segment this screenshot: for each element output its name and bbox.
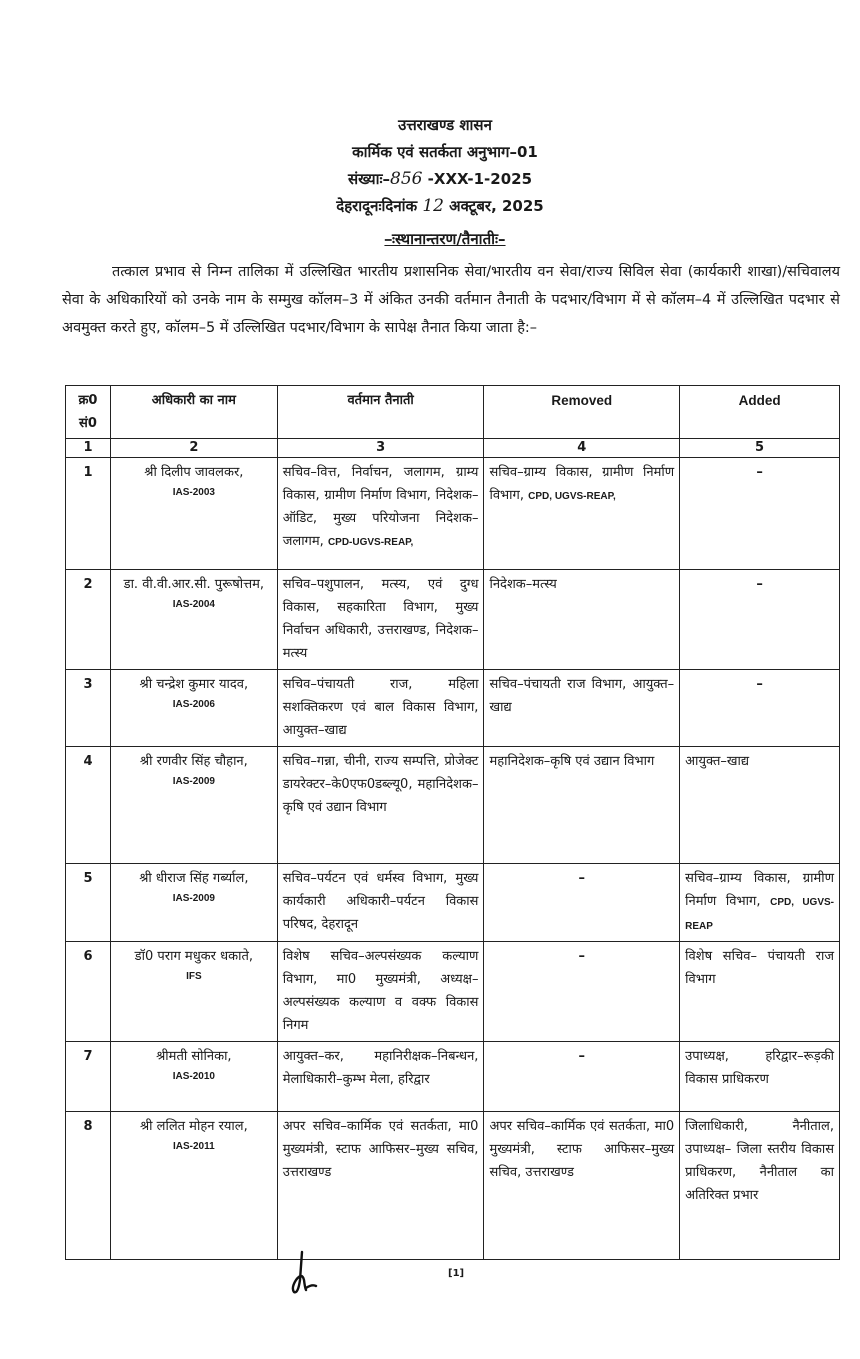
table-row	[66, 458, 840, 570]
column-number: 3	[277, 439, 484, 458]
current-posting	[277, 570, 484, 670]
order-date-handwritten: 12	[422, 196, 444, 216]
officer-name: डा. वी.वी.आर.सी. पुरूषोत्तम,	[123, 577, 265, 592]
header-removed: Removed	[484, 386, 680, 439]
removed-posting	[484, 1042, 680, 1112]
officer-service: IAS-2004	[172, 599, 215, 610]
added-posting-text: विशेष सचिव– पंचायती राज विभाग	[685, 949, 834, 987]
removed-posting-text: –	[578, 1049, 586, 1064]
officer-name-cell	[110, 747, 277, 864]
officer-name: श्रीमती सोनिका,	[156, 1049, 232, 1064]
officer-name-cell	[110, 570, 277, 670]
current-posting-extra: CPD-UGVS-REAP,	[327, 537, 414, 548]
header-serial: क्र0 सं0	[66, 386, 111, 439]
table-row	[66, 942, 840, 1042]
added-posting	[680, 942, 840, 1042]
order-number	[20, 166, 860, 193]
current-posting	[277, 864, 484, 942]
removed-posting-text: –	[578, 949, 586, 964]
removed-posting-text: निदेशक–मत्स्य	[489, 577, 557, 592]
officer-name-cell	[110, 1042, 277, 1112]
added-posting-text: जिलाधिकारी, नैनीताल, उपाध्यक्ष– जिला स्तरीय विकास प्राधिकरण, नैनीताल का अतिरिक्त प्रभार	[685, 1119, 834, 1203]
table-row	[66, 864, 840, 942]
current-posting-text: आयुक्त–कर, महानिरीक्षक–निबन्धन, मेलाधिकारी–कुम्भ मेला, हरिद्वार	[282, 1049, 479, 1087]
officer-service: IAS-2003	[172, 487, 215, 498]
removed-posting	[484, 747, 680, 864]
added-posting-text: –	[756, 465, 763, 480]
officer-name-cell	[110, 864, 277, 942]
table-header-row	[66, 386, 840, 439]
current-posting	[277, 1042, 484, 1112]
removed-posting	[484, 670, 680, 747]
added-posting	[680, 864, 840, 942]
removed-posting	[484, 942, 680, 1042]
order-subject: –ःस्थानान्तरण/तैनातीः–	[384, 230, 506, 248]
column-number: 4	[484, 439, 680, 458]
serial-number: 4	[66, 747, 111, 864]
removed-posting	[484, 570, 680, 670]
removed-posting-text: सचिव–पंचायती राज विभाग, आयुक्त–खाद्य	[489, 677, 675, 715]
officer-name-cell	[110, 670, 277, 747]
added-posting-text: सचिव–ग्राम्य विकास, ग्रामीण निर्माण विभाग,	[685, 871, 834, 909]
added-posting-text: उपाध्यक्ष, हरिद्वार–रूड़की विकास प्राधिकरण	[685, 1049, 834, 1087]
header-added: Added	[680, 386, 840, 439]
officer-service: IAS-2010	[172, 1071, 215, 1082]
current-posting-text: सचिव–गन्ना, चीनी, राज्य सम्पत्ति, प्रोजेक्ट डायरेक्टर–के0एफ0डब्ल्यू0, महानिदेशक–कृषि एवं उद्यान विभाग	[282, 754, 479, 815]
serial-number: 8	[66, 1112, 111, 1260]
added-posting	[680, 1112, 840, 1260]
current-posting	[277, 458, 484, 570]
added-posting	[680, 670, 840, 747]
table-row	[66, 1112, 840, 1260]
signature	[290, 1250, 330, 1300]
order-number-label: संख्याः–	[347, 170, 390, 188]
serial-number: 3	[66, 670, 111, 747]
officer-name: श्री धीराज सिंह गर्ब्याल,	[139, 871, 249, 886]
removed-posting-text: सचिव–ग्राम्य विकास, ग्रामीण निर्माण विभाग,	[489, 465, 675, 503]
current-posting-text: सचिव–वित्त, निर्वाचन, जलागम, ग्राम्य विकास, ग्रामीण निर्माण विभाग, निदेशक–ऑडिट, मुख्य परियोजना निदेशक–जलागम,	[282, 465, 479, 549]
officer-service: IAS-2009	[172, 893, 215, 904]
table-row	[66, 570, 840, 670]
current-posting-text: सचिव–पशुपालन, मत्स्य, एवं दुग्ध विकास, सहकारिता विभाग, मुख्य निर्वाचन अधिकारी, उत्तराखण्ड, निदेशक– मत्स्य	[282, 577, 479, 661]
officer-service: IAS-2006	[172, 699, 215, 710]
column-number: 2	[110, 439, 277, 458]
added-posting	[680, 1042, 840, 1112]
order-number-suffix: -XXX-1-2025	[422, 170, 533, 188]
column-number: 5	[680, 439, 840, 458]
order-date-suffix: अक्टूबर, 2025	[443, 197, 544, 215]
column-number: 1	[66, 439, 111, 458]
page-number: [1]	[448, 1268, 465, 1279]
serial-number: 2	[66, 570, 111, 670]
column-number-row	[66, 439, 840, 458]
removed-posting	[484, 458, 680, 570]
serial-number: 7	[66, 1042, 111, 1112]
document-header	[0, 112, 860, 253]
order-date-label: देहरादूनःदिनांक	[336, 197, 423, 215]
removed-posting-text: अपर सचिव–कार्मिक एवं सतर्कता, मा0 मुख्यमंत्री, स्टाफ आफिसर–मुख्य सचिव, उत्तराखण्ड	[489, 1119, 675, 1180]
table-row	[66, 670, 840, 747]
officer-name: श्री ललित मोहन रयाल,	[139, 1119, 248, 1134]
current-posting-text: विशेष सचिव–अल्पसंख्यक कल्याण विभाग, मा0 मुख्यमंत्री, अध्यक्ष– अल्पसंख्यक कल्याण व वक्फ विकास निगम	[282, 949, 479, 1033]
current-posting-text: सचिव–पंचायती राज, महिला सशक्तिकरण एवं बाल विकास विभाग, आयुक्त–खाद्य	[282, 677, 479, 738]
intro-paragraph: तत्काल प्रभाव से निम्न तालिका में उल्लिखित भारतीय प्रशासनिक सेवा/भारतीय वन सेवा/राज्य सिविल सेवा (कार्यकारी शाखा)/सचिवालय सेवा के अधिकारियों को उनके नाम के सम्मुख कॉलम–3 में अंकित उनकी वर्तमान तैनाती के पदभार/विभाग में से कॉलम–4 में उल्लिखित पदभार से अवमुक्त करते हुए, कॉलम–5 में उल्लिखित पदभार/विभाग के सापेक्ष तैनात किया जाता है:–	[62, 264, 840, 336]
current-posting	[277, 1112, 484, 1260]
serial-number: 6	[66, 942, 111, 1042]
department-name: कार्मिक एवं सतर्कता अनुभाग–01	[352, 143, 538, 161]
added-posting-text: –	[756, 677, 763, 692]
officer-name: श्री रणवीर सिंह चौहान,	[139, 754, 248, 769]
header-officer-name: अधिकारी का नाम	[110, 386, 277, 439]
current-posting-text: अपर सचिव–कार्मिक एवं सतर्कता, मा0 मुख्यमंत्री, स्टाफ आफिसर–मुख्य सचिव, उत्तराखण्ड	[282, 1119, 479, 1180]
officer-name-cell	[110, 458, 277, 570]
removed-posting-text: महानिदेशक–कृषि एवं उद्यान विभाग	[489, 754, 655, 769]
serial-number: 5	[66, 864, 111, 942]
officer-service: IAS-2009	[172, 776, 215, 787]
removed-posting	[484, 864, 680, 942]
added-posting	[680, 570, 840, 670]
officer-service: IAS-2011	[172, 1141, 215, 1152]
serial-number: 1	[66, 458, 111, 570]
removed-posting-text: –	[578, 871, 586, 886]
added-posting	[680, 747, 840, 864]
removed-posting	[484, 1112, 680, 1260]
added-posting-text: –	[756, 577, 763, 592]
added-posting-text: आयुक्त–खाद्य	[685, 754, 750, 769]
table-row	[66, 1042, 840, 1112]
current-posting	[277, 942, 484, 1042]
order-number-handwritten: 856	[390, 169, 423, 189]
removed-posting-extra: CPD, UGVS-REAP,	[528, 491, 616, 502]
officer-name-cell	[110, 1112, 277, 1260]
government-name: उत्तराखण्ड शासन	[398, 116, 492, 134]
officer-name-cell	[110, 942, 277, 1042]
current-posting	[277, 670, 484, 747]
officer-service: IFS	[186, 971, 202, 982]
order-date	[20, 193, 860, 220]
added-posting	[680, 458, 840, 570]
officer-name: श्री दिलीप जावलकर,	[144, 465, 244, 480]
officer-name: श्री चन्द्रेश कुमार यादव,	[139, 677, 249, 692]
transfer-table	[65, 385, 840, 1260]
current-posting-text: सचिव–पर्यटन एवं धर्मस्व विभाग, मुख्य कार्यकारी अधिकारी–पर्यटन विकास परिषद, देहरादून	[282, 871, 479, 932]
current-posting	[277, 747, 484, 864]
table-row	[66, 747, 840, 864]
officer-name: डॉ0 पराग मधुकर धकाते,	[134, 949, 254, 964]
header-current-posting: वर्तमान तैनाती	[277, 386, 484, 439]
added-posting-extra: CPD, UGVS-REAP	[685, 897, 834, 932]
